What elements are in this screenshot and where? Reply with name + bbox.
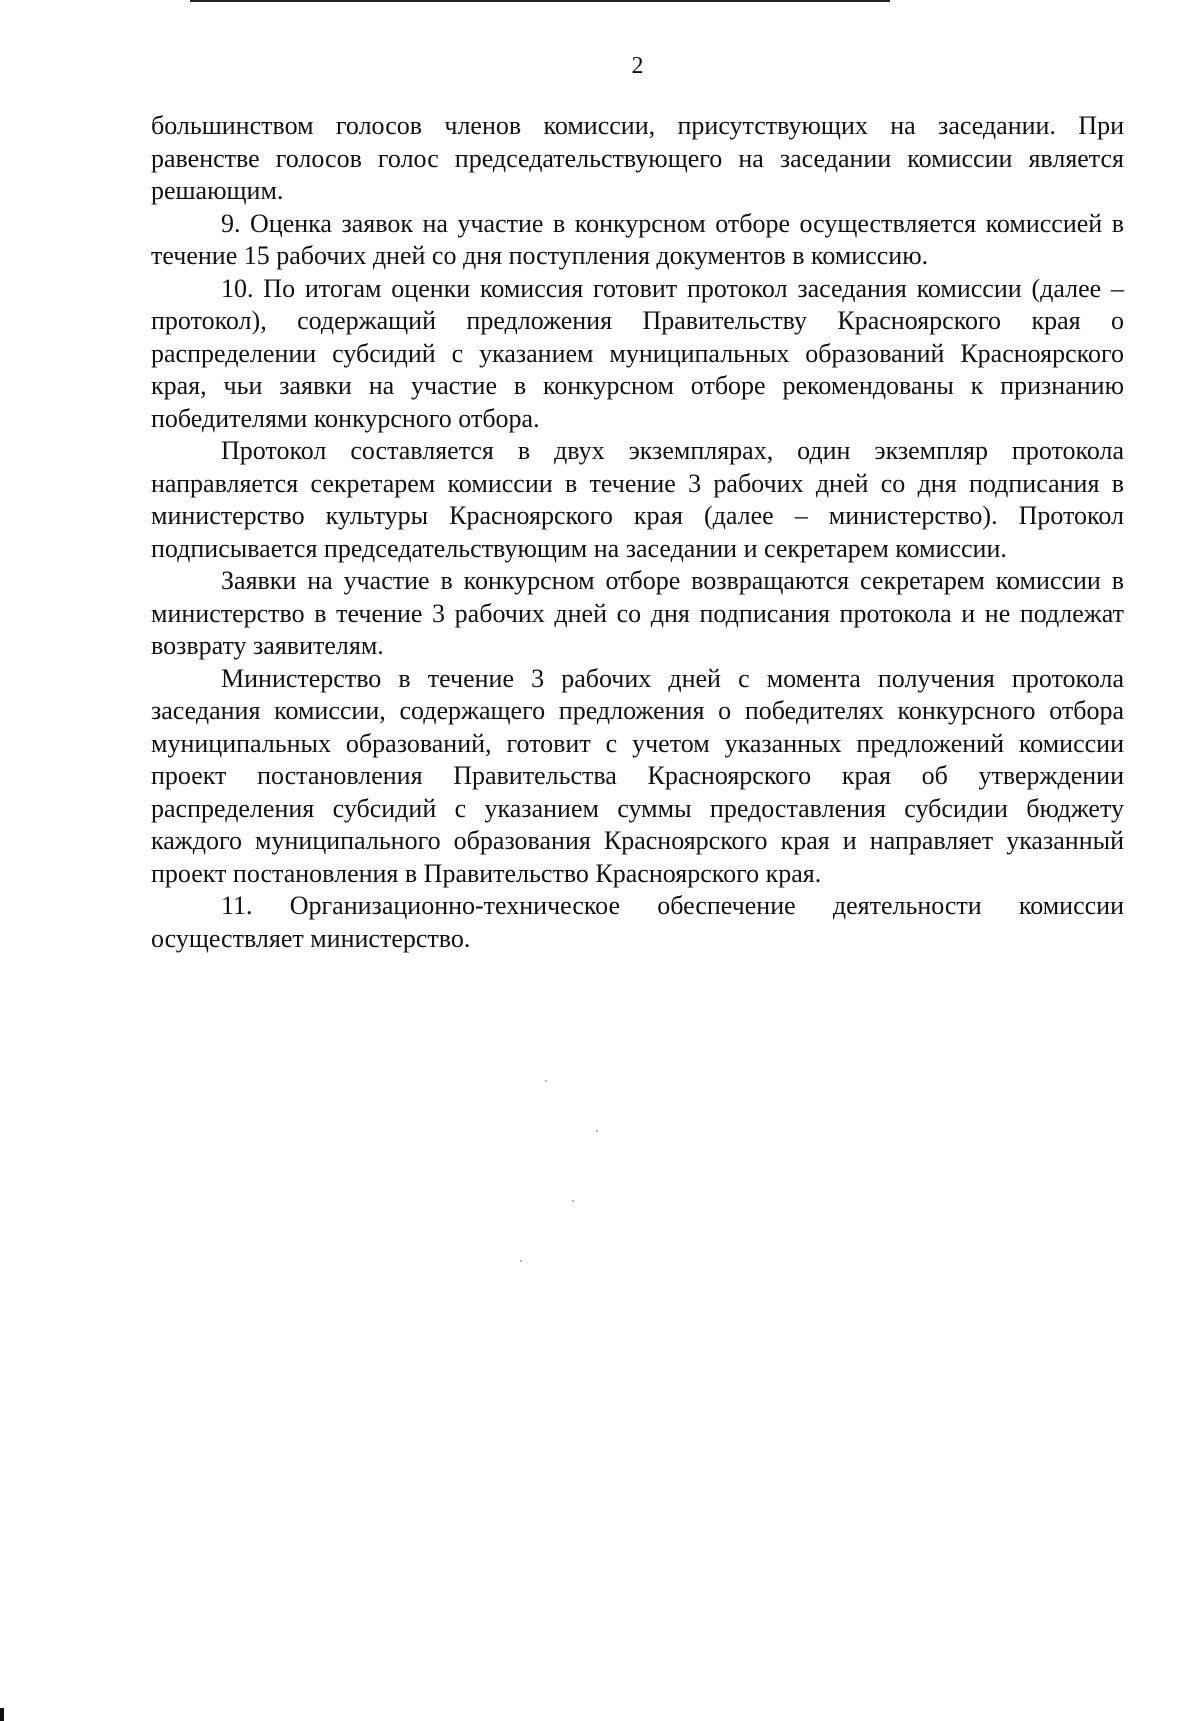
paragraph-item-10: 10. По итогам оценки комиссия готовит протокол заседания комиссии (далее – протокол), содержащий предложения Правительству Красноярского края о распределении субсидий с указанием муниципальных образований Красноярского края, чьи заявки на участие в конкурсном отборе рекомендованы к признанию победителями конкурсного отбора.	[151, 273, 1124, 433]
paragraph-item-9: 9. Оценка заявок на участие в конкурсном отборе осуществляется комиссией в течение 15 рабочих дней со дня поступления документов в комиссию.	[151, 208, 1124, 270]
paragraph-applications-return: Заявки на участие в конкурсном отборе возвращаются секретарем комиссии в министерство в течение 3 рабочих дней со дня подписания протокола и не подлежат возврату заявителям.	[151, 566, 1124, 660]
document-body	[151, 110, 1124, 955]
page-number: 2	[631, 53, 644, 79]
scan-edge-mark	[0, 1708, 4, 1721]
paragraph-item-11: 11. Организационно-техническое обеспечение деятельности комиссии осуществляет министерство.	[151, 891, 1124, 953]
scan-speck	[572, 1200, 574, 1202]
paragraph-protocol: Протокол составляется в двух экземплярах, один экземпляр протокола направляется секретарем комиссии в течение 3 рабочих дней со дня подписания в министерство культуры Красноярского края (далее – министерство). Протокол подписывается председательствующим на заседании и секретарем комиссии.	[151, 436, 1124, 563]
scan-speck	[520, 1260, 522, 1262]
scan-speck	[545, 1080, 547, 1082]
scan-speck	[596, 1130, 598, 1132]
scan-top-rule	[190, 0, 890, 2]
paragraph-continuation: большинством голосов членов комиссии, присутствующих на заседании. При равенстве голосов голос председательствующего на заседании комиссии является решающим.	[151, 111, 1124, 205]
paragraph-ministry: Министерство в течение 3 рабочих дней с момента получения протокола заседания комиссии, содержащего предложения о победителях конкурсного отбора муниципальных образований, готовит с учетом указанных предложений комиссии проект постановления Правительства Красноярского края об утверждении распределения субсидий с указанием суммы предоставления субсидии бюджету каждого муниципального образования Красноярского края и направляет указанный проект постановления в Правительство Красноярского края.	[151, 663, 1124, 888]
